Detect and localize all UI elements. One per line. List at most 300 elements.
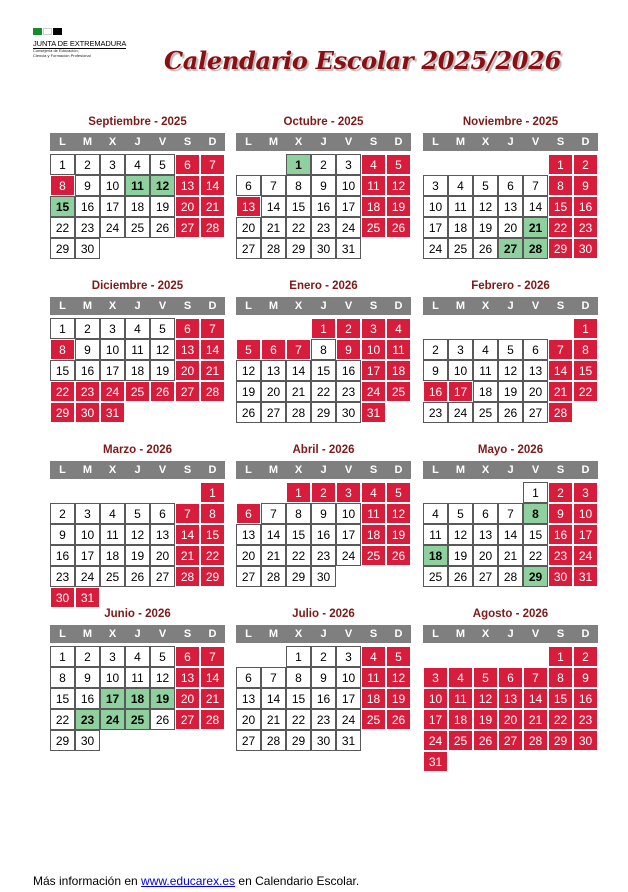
weekday-label: S: [548, 297, 573, 315]
weekday-label: D: [573, 297, 598, 315]
day-cell: 18: [100, 545, 125, 566]
weekday-label: D: [200, 625, 225, 643]
day-cell: 2: [50, 503, 75, 524]
day-cell: 15: [286, 196, 311, 217]
day-cell: 8: [548, 175, 573, 196]
day-cell: 2: [75, 318, 100, 339]
month-title: Noviembre - 2025: [462, 116, 559, 128]
weekday-label: X: [100, 461, 125, 479]
day-cell: 4: [448, 175, 473, 196]
weekday-label: S: [175, 461, 200, 479]
day-cell: 7: [261, 667, 286, 688]
day-cell: 14: [175, 524, 200, 545]
weekday-header: [423, 461, 598, 479]
day-cell: 30: [75, 730, 100, 751]
weekday-label: J: [311, 461, 336, 479]
day-cell: 21: [523, 217, 548, 238]
day-cell: 6: [236, 667, 261, 688]
day-cell: 27: [175, 217, 200, 238]
weekday-header: [423, 625, 598, 643]
day-cell: 19: [386, 688, 411, 709]
day-cell: 5: [386, 482, 411, 503]
month-title: Marzo - 2026: [102, 444, 173, 456]
weekday-label: L: [50, 297, 75, 315]
day-cell: 27: [523, 402, 548, 423]
weekday-label: J: [311, 133, 336, 151]
day-cell: 11: [361, 175, 386, 196]
day-cell: 25: [473, 402, 498, 423]
day-cell: 26: [473, 730, 498, 751]
day-cell: 11: [125, 339, 150, 360]
day-cell: 19: [473, 709, 498, 730]
day-cell: 15: [548, 196, 573, 217]
day-cell: 14: [200, 339, 225, 360]
weekday-label: M: [448, 297, 473, 315]
day-cell: 20: [523, 381, 548, 402]
weekday-label: X: [473, 461, 498, 479]
weekday-label: M: [448, 461, 473, 479]
day-cell: 3: [100, 646, 125, 667]
day-cell: 17: [573, 524, 598, 545]
day-cell: 25: [361, 709, 386, 730]
weekday-label: M: [75, 461, 100, 479]
day-cell: 8: [573, 339, 598, 360]
day-cell: 6: [175, 318, 200, 339]
day-cell: 23: [548, 545, 573, 566]
day-cell: 17: [423, 217, 448, 238]
weekday-label: X: [286, 133, 311, 151]
day-cell: 17: [100, 196, 125, 217]
day-cell: 24: [75, 566, 100, 587]
day-cell: 28: [261, 238, 286, 259]
day-cell: 24: [423, 238, 448, 259]
weekday-label: M: [261, 133, 286, 151]
day-cell: 22: [573, 381, 598, 402]
day-cell: 26: [236, 402, 261, 423]
day-cell: 27: [236, 566, 261, 587]
day-cell: 6: [175, 646, 200, 667]
weekday-header: [423, 133, 598, 151]
day-cell: 3: [573, 482, 598, 503]
day-cell: 4: [125, 154, 150, 175]
day-cell: 1: [286, 646, 311, 667]
day-cell: 2: [336, 318, 361, 339]
day-cell: 5: [498, 339, 523, 360]
day-cell: 5: [386, 154, 411, 175]
day-cell: 31: [361, 402, 386, 423]
day-cell: 10: [100, 175, 125, 196]
weekday-label: J: [498, 297, 523, 315]
day-cell: 14: [261, 524, 286, 545]
day-cell: 27: [261, 402, 286, 423]
day-cell: 17: [361, 360, 386, 381]
day-cell: 18: [386, 360, 411, 381]
weekday-label: S: [175, 297, 200, 315]
day-cell: 29: [311, 402, 336, 423]
day-cell: 16: [336, 360, 361, 381]
day-cell: 9: [311, 175, 336, 196]
weekday-label: J: [125, 133, 150, 151]
educarex-link[interactable]: www.educarex.es: [141, 874, 236, 888]
day-cell: 20: [261, 381, 286, 402]
day-cell: 6: [523, 339, 548, 360]
day-cell: 14: [548, 360, 573, 381]
day-cell: 14: [286, 360, 311, 381]
day-cell: 7: [523, 175, 548, 196]
weekday-label: J: [311, 625, 336, 643]
day-cell: 2: [548, 482, 573, 503]
day-cell: 8: [286, 667, 311, 688]
day-cell: 5: [236, 339, 261, 360]
day-cell: 18: [423, 545, 448, 566]
weekday-label: X: [100, 297, 125, 315]
day-cell: 19: [236, 381, 261, 402]
day-cell: 4: [125, 318, 150, 339]
weekday-label: X: [473, 625, 498, 643]
day-cell: 29: [286, 566, 311, 587]
day-cell: 25: [448, 238, 473, 259]
weekday-label: M: [448, 625, 473, 643]
day-cell: 29: [200, 566, 225, 587]
day-cell: 23: [311, 709, 336, 730]
day-cell: 24: [100, 381, 125, 402]
weekday-label: L: [50, 133, 75, 151]
day-cell: 24: [100, 709, 125, 730]
day-cell: 7: [523, 667, 548, 688]
logo-subtext: Consejería de Educación, Ciencia y Formación Profesional: [33, 48, 91, 58]
day-cell: 25: [423, 566, 448, 587]
day-cell: 6: [236, 503, 261, 524]
footer-suffix: en Calendario Escolar.: [235, 874, 360, 888]
day-cell: 27: [498, 238, 523, 259]
day-cell: 19: [150, 688, 175, 709]
logo-green-square: [33, 28, 42, 35]
day-cell: 1: [548, 646, 573, 667]
weekday-label: S: [175, 133, 200, 151]
weekday-label: S: [361, 461, 386, 479]
day-cell: 22: [50, 709, 75, 730]
day-cell: 13: [175, 667, 200, 688]
day-cell: 24: [336, 709, 361, 730]
weekday-label: M: [261, 625, 286, 643]
day-cell: 6: [150, 503, 175, 524]
weekday-label: D: [386, 133, 411, 151]
day-cell: 23: [75, 217, 100, 238]
day-cell: 15: [50, 196, 75, 217]
day-cell: 3: [423, 175, 448, 196]
day-cell: 28: [175, 566, 200, 587]
day-cell: 28: [200, 381, 225, 402]
footer-note: [33, 874, 359, 888]
day-cell: 8: [523, 503, 548, 524]
weekday-header: [236, 625, 411, 643]
day-cell: 28: [523, 730, 548, 751]
day-cell: 1: [286, 482, 311, 503]
weekday-label: V: [336, 625, 361, 643]
weekday-label: M: [261, 297, 286, 315]
day-cell: 25: [386, 381, 411, 402]
day-cell: 28: [261, 566, 286, 587]
weekday-label: X: [286, 625, 311, 643]
day-cell: 2: [311, 154, 336, 175]
month-title: Diciembre - 2025: [91, 280, 184, 292]
day-cell: 18: [361, 196, 386, 217]
day-cell: 5: [150, 154, 175, 175]
day-cell: 8: [50, 667, 75, 688]
day-cell: 25: [448, 730, 473, 751]
day-cell: 12: [498, 360, 523, 381]
day-cell: 10: [336, 503, 361, 524]
day-cell: 27: [473, 566, 498, 587]
day-cell: 27: [175, 709, 200, 730]
day-cell: 15: [50, 360, 75, 381]
weekday-label: S: [361, 625, 386, 643]
weekday-label: D: [386, 461, 411, 479]
day-cell: 30: [573, 730, 598, 751]
day-cell: 4: [361, 482, 386, 503]
day-cell: 29: [50, 238, 75, 259]
logo-black-square: [53, 28, 62, 35]
day-cell: 22: [286, 709, 311, 730]
month-title: Septiembre - 2025: [88, 116, 187, 128]
day-cell: 17: [75, 545, 100, 566]
weekday-label: V: [336, 461, 361, 479]
day-cell: 3: [361, 318, 386, 339]
day-cell: 15: [311, 360, 336, 381]
weekday-label: V: [523, 461, 548, 479]
day-cell: 29: [286, 238, 311, 259]
weekday-header: [50, 625, 225, 643]
day-cell: 10: [448, 360, 473, 381]
day-cell: 14: [261, 196, 286, 217]
day-cell: 4: [423, 503, 448, 524]
weekday-label: J: [125, 461, 150, 479]
day-cell: 5: [473, 175, 498, 196]
month-block: [423, 608, 598, 808]
day-cell: 21: [261, 217, 286, 238]
day-cell: 21: [200, 688, 225, 709]
day-cell: 16: [75, 688, 100, 709]
day-cell: 8: [311, 339, 336, 360]
day-cell: 29: [50, 730, 75, 751]
day-cell: 3: [423, 667, 448, 688]
day-cell: 14: [200, 667, 225, 688]
day-cell: 30: [311, 238, 336, 259]
day-cell: 23: [75, 381, 100, 402]
day-cell: 12: [473, 196, 498, 217]
weekday-label: J: [311, 297, 336, 315]
weekday-label: X: [473, 133, 498, 151]
day-cell: 18: [361, 524, 386, 545]
weekday-label: J: [498, 625, 523, 643]
weekday-label: D: [200, 297, 225, 315]
day-cell: 12: [386, 667, 411, 688]
day-cell: 13: [523, 360, 548, 381]
day-cell: 3: [75, 503, 100, 524]
weekday-label: D: [573, 133, 598, 151]
weekday-header: [236, 461, 411, 479]
day-cell: 2: [75, 646, 100, 667]
weekday-label: V: [336, 297, 361, 315]
weekday-label: S: [361, 297, 386, 315]
day-cell: 19: [150, 196, 175, 217]
day-cell: 7: [548, 339, 573, 360]
day-cell: 13: [498, 196, 523, 217]
weekday-label: L: [236, 133, 261, 151]
day-cell: 20: [150, 545, 175, 566]
day-cell: 4: [448, 667, 473, 688]
day-cell: 24: [336, 545, 361, 566]
weekday-label: J: [498, 461, 523, 479]
day-cell: 28: [286, 402, 311, 423]
day-cell: 27: [236, 730, 261, 751]
day-cell: 19: [473, 217, 498, 238]
day-cell: 12: [448, 524, 473, 545]
day-cell: 5: [386, 646, 411, 667]
weekday-label: L: [236, 625, 261, 643]
day-cell: 14: [498, 524, 523, 545]
day-cell: 26: [386, 545, 411, 566]
day-cell: 5: [448, 503, 473, 524]
page-title: Calendario Escolar 2025/2026: [164, 46, 561, 75]
weekday-label: L: [50, 625, 75, 643]
day-cell: 9: [336, 339, 361, 360]
day-cell: 10: [423, 196, 448, 217]
day-cell: 18: [473, 381, 498, 402]
day-cell: 26: [498, 402, 523, 423]
day-cell: 29: [523, 566, 548, 587]
day-cell: 22: [523, 545, 548, 566]
day-cell: 28: [523, 238, 548, 259]
weekday-label: V: [336, 133, 361, 151]
day-cell: 26: [448, 566, 473, 587]
day-cell: 2: [573, 646, 598, 667]
day-cell: 17: [336, 688, 361, 709]
day-cell: 5: [473, 667, 498, 688]
day-cell: 15: [200, 524, 225, 545]
day-cell: 6: [473, 503, 498, 524]
day-cell: 7: [286, 339, 311, 360]
day-cell: 1: [50, 318, 75, 339]
day-cell: 3: [336, 154, 361, 175]
day-cell: 3: [448, 339, 473, 360]
day-cell: 14: [523, 688, 548, 709]
day-cell: 19: [125, 545, 150, 566]
month-title: Mayo - 2026: [477, 444, 544, 456]
day-cell: 24: [423, 730, 448, 751]
day-cell: 1: [548, 154, 573, 175]
day-cell: 1: [573, 318, 598, 339]
day-cell: 4: [361, 154, 386, 175]
day-cell: 28: [261, 730, 286, 751]
day-cell: 25: [361, 545, 386, 566]
logo-white-square: [43, 28, 52, 35]
day-cell: 25: [125, 709, 150, 730]
day-cell: 16: [50, 545, 75, 566]
day-cell: 13: [261, 360, 286, 381]
weekday-label: D: [200, 461, 225, 479]
day-cell: 10: [423, 688, 448, 709]
day-cell: 13: [236, 688, 261, 709]
day-cell: 28: [498, 566, 523, 587]
day-cell: 9: [311, 503, 336, 524]
day-cell: 18: [448, 217, 473, 238]
logo-text: JUNTA DE EXTREMADURA: [33, 39, 127, 48]
day-cell: 1: [286, 154, 311, 175]
weekday-label: L: [423, 461, 448, 479]
day-cell: 3: [100, 154, 125, 175]
day-cell: 11: [473, 360, 498, 381]
weekday-header: [236, 133, 411, 151]
day-cell: 21: [200, 196, 225, 217]
day-cell: 15: [50, 688, 75, 709]
day-cell: 2: [311, 646, 336, 667]
weekday-label: S: [548, 625, 573, 643]
weekday-label: M: [75, 297, 100, 315]
day-cell: 26: [386, 709, 411, 730]
day-cell: 22: [286, 545, 311, 566]
day-cell: 29: [548, 238, 573, 259]
day-cell: 10: [75, 524, 100, 545]
day-cell: 5: [150, 646, 175, 667]
day-cell: 7: [200, 318, 225, 339]
day-cell: 24: [361, 381, 386, 402]
day-cell: 13: [473, 524, 498, 545]
day-cell: 20: [498, 217, 523, 238]
day-cell: 11: [125, 175, 150, 196]
weekday-label: V: [523, 625, 548, 643]
day-cell: 27: [236, 238, 261, 259]
weekday-label: V: [523, 297, 548, 315]
day-cell: 27: [150, 566, 175, 587]
day-cell: 28: [200, 709, 225, 730]
day-cell: 7: [175, 503, 200, 524]
weekday-label: X: [286, 461, 311, 479]
day-cell: 31: [100, 402, 125, 423]
weekday-label: L: [423, 133, 448, 151]
day-cell: 18: [448, 709, 473, 730]
day-cell: 6: [498, 175, 523, 196]
weekday-label: M: [261, 461, 286, 479]
day-cell: 30: [311, 730, 336, 751]
day-cell: 16: [311, 196, 336, 217]
day-cell: 23: [423, 402, 448, 423]
day-cell: 1: [523, 482, 548, 503]
day-cell: 18: [361, 688, 386, 709]
day-cell: 12: [150, 667, 175, 688]
day-cell: 23: [50, 566, 75, 587]
day-cell: 17: [336, 196, 361, 217]
day-cell: 10: [100, 339, 125, 360]
day-cell: 9: [75, 667, 100, 688]
day-cell: 5: [150, 318, 175, 339]
day-cell: 30: [311, 566, 336, 587]
footer-prefix: Más información en: [33, 874, 142, 888]
day-cell: 21: [261, 709, 286, 730]
day-cell: 1: [50, 154, 75, 175]
weekday-label: J: [498, 133, 523, 151]
day-cell: 8: [286, 503, 311, 524]
day-cell: 11: [361, 667, 386, 688]
day-cell: 31: [75, 587, 100, 608]
day-cell: 22: [50, 217, 75, 238]
day-cell: 24: [448, 402, 473, 423]
day-cell: 23: [336, 381, 361, 402]
day-cell: 12: [150, 175, 175, 196]
day-cell: 16: [311, 688, 336, 709]
month-title: Julio - 2026: [292, 608, 355, 620]
day-cell: 21: [498, 545, 523, 566]
